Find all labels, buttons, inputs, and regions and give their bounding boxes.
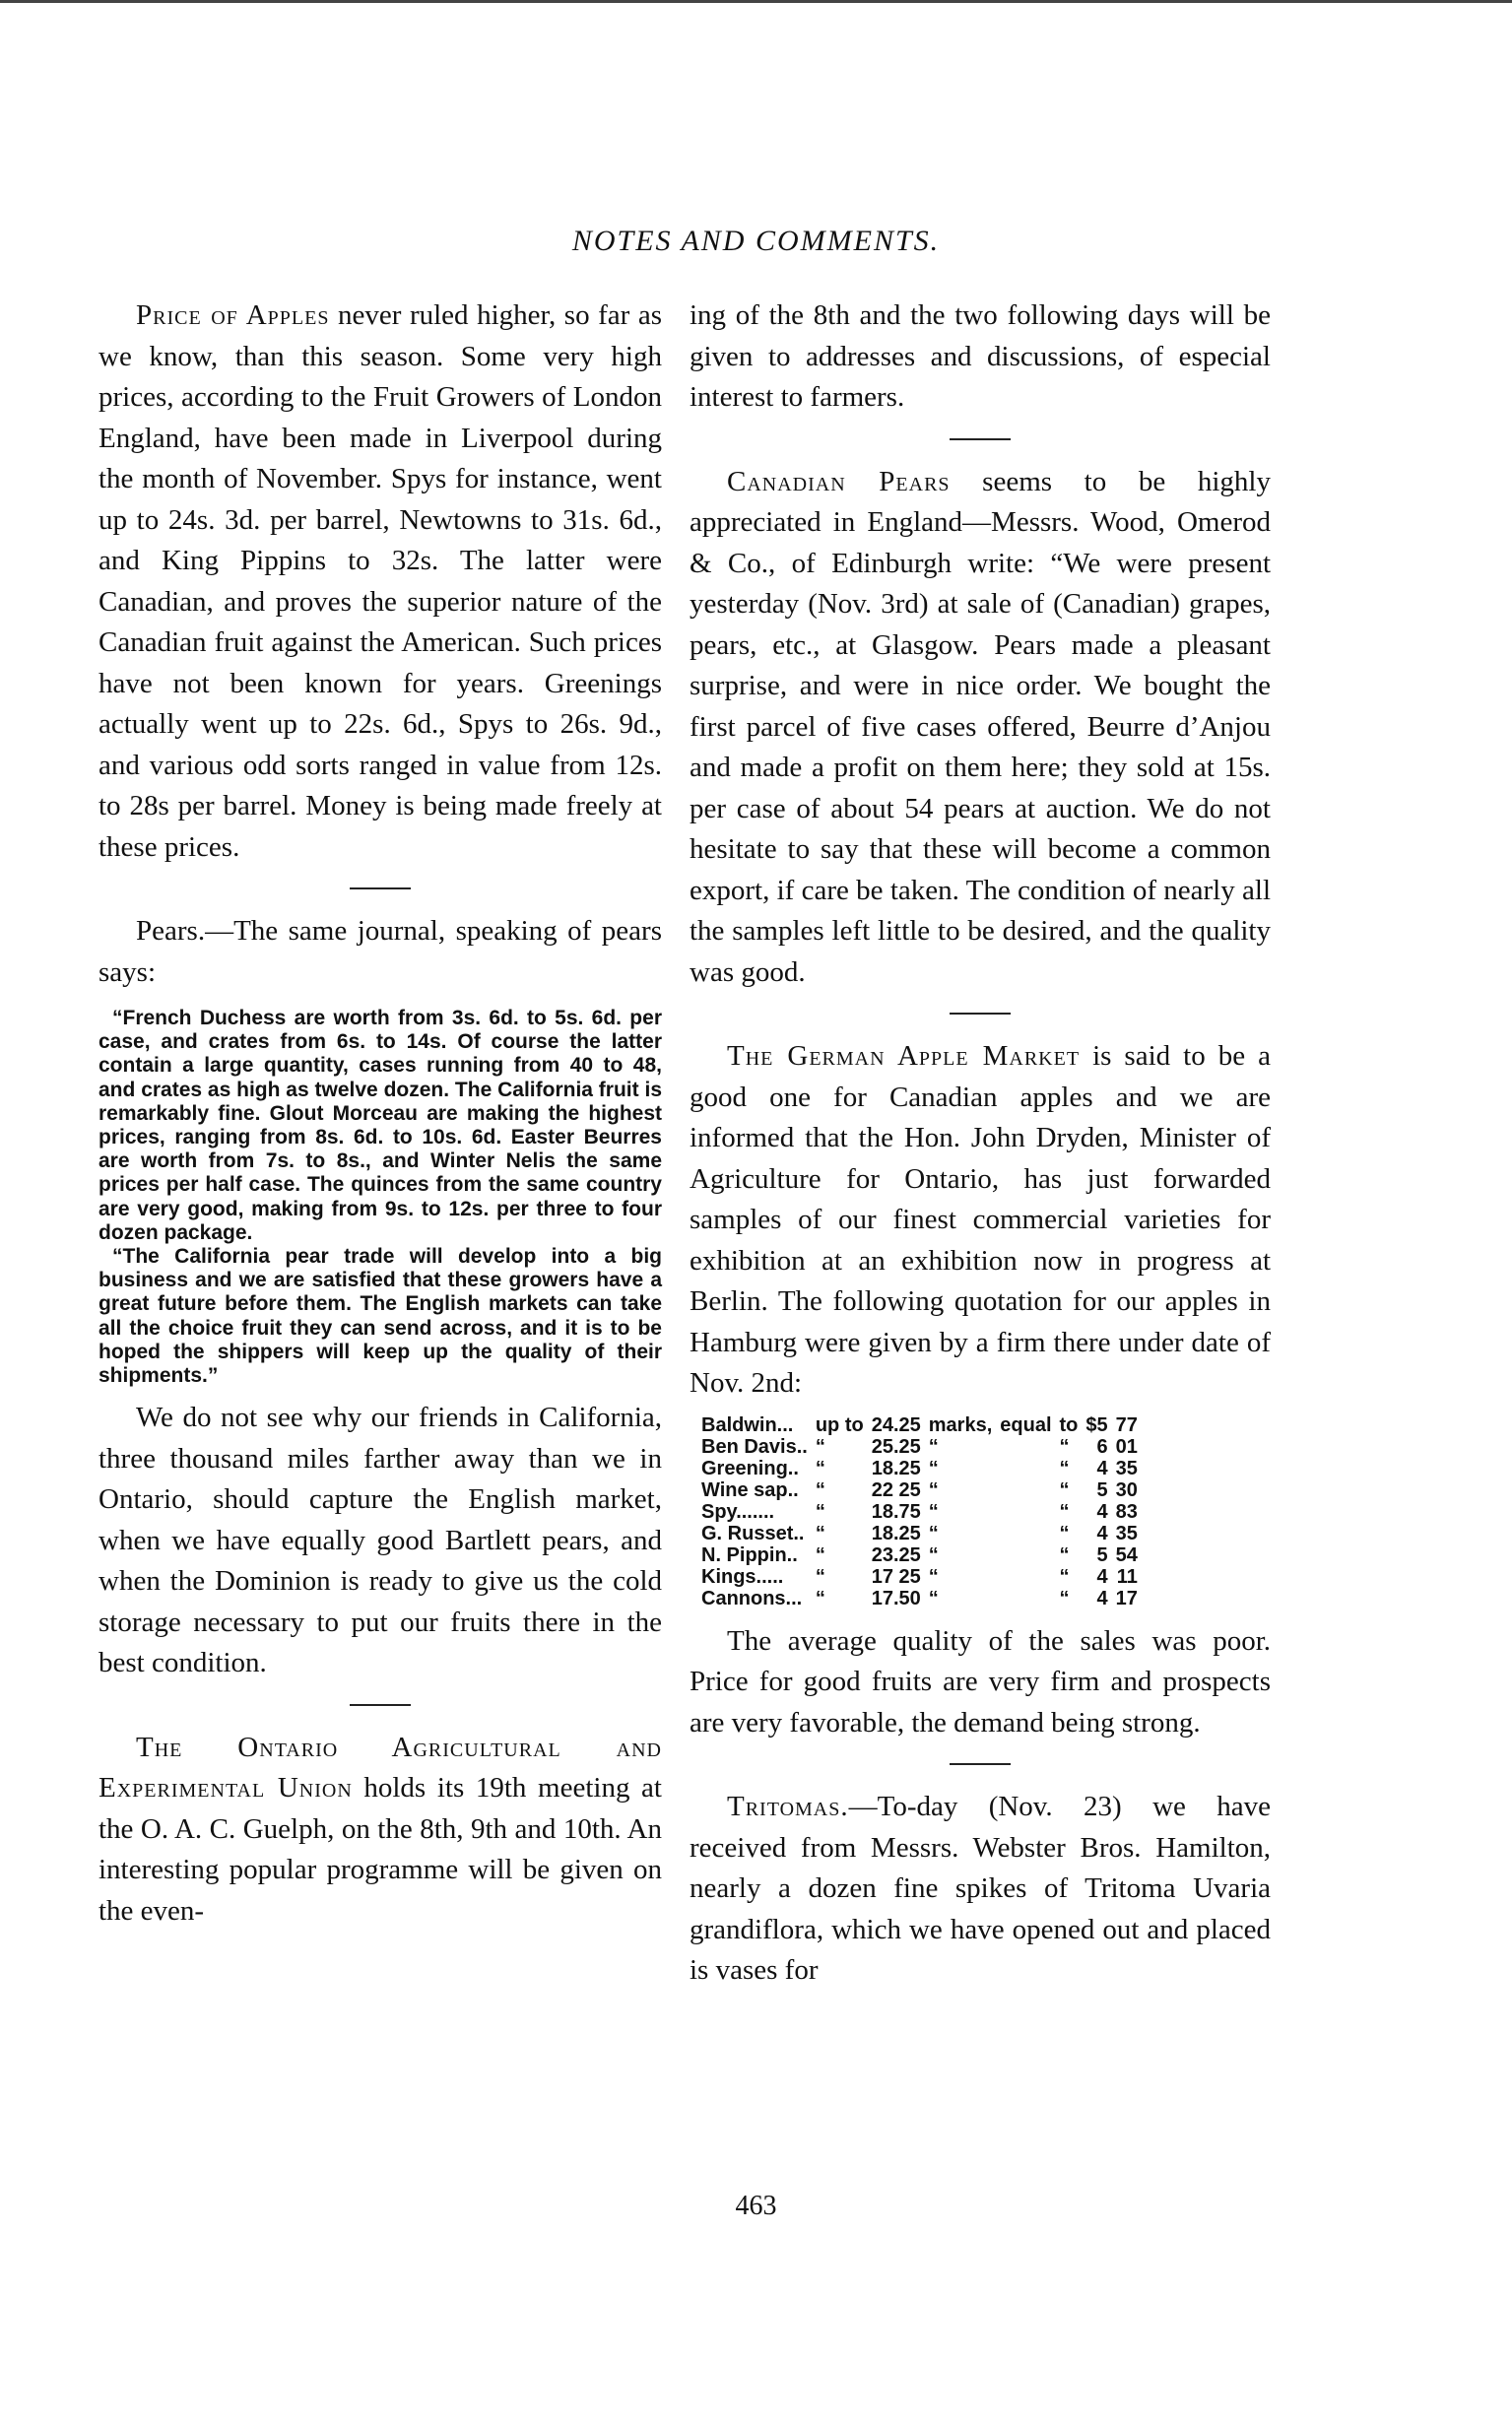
table-cell-to: to bbox=[1059, 1413, 1079, 1436]
table-row bbox=[697, 1414, 1142, 1436]
pears-quote bbox=[99, 1007, 662, 1388]
apples-lead: Price of Apples bbox=[136, 299, 330, 331]
table-cell-dollars: 4 bbox=[1096, 1500, 1108, 1523]
table-cell-to: “ bbox=[1059, 1565, 1070, 1588]
right-column bbox=[690, 295, 1271, 1992]
table-cell-dollars: 4 bbox=[1096, 1522, 1108, 1544]
table-cell-marks: 17.50 bbox=[871, 1587, 921, 1609]
table-cell-unit: “ bbox=[928, 1478, 939, 1501]
table-cell-to: “ bbox=[1059, 1435, 1070, 1458]
section-rule bbox=[950, 438, 1011, 440]
table-cell-dollars: 6 bbox=[1096, 1435, 1108, 1458]
table-cell-unit: “ bbox=[928, 1435, 939, 1458]
table-cell-dollars: 4 bbox=[1096, 1587, 1108, 1609]
table-cell-pre: “ bbox=[815, 1543, 825, 1566]
pears-intro: Pears.—The same journal, speaking of pears says: bbox=[99, 915, 662, 988]
table-cell-cents: 11 bbox=[1116, 1565, 1138, 1588]
table-cell-dollars: 5 bbox=[1096, 1478, 1108, 1501]
pears-lead: Canadian Pears bbox=[727, 465, 951, 497]
table-cell-to: “ bbox=[1059, 1457, 1070, 1479]
table-cell-cents: 17 bbox=[1115, 1587, 1138, 1609]
table-row bbox=[697, 1479, 1142, 1501]
tritomas-body: —To-day (Nov. 23) we have received from Messrs. Webster Bros. Hamilton, nearly a dozen fine spikes of Tritoma Uvaria grandiflora, which we have opened out and placed is vases for bbox=[690, 1791, 1271, 1986]
table-cell-unit: “ bbox=[928, 1500, 939, 1523]
table-cell-cents: 54 bbox=[1115, 1543, 1138, 1566]
table-cell-pre: “ bbox=[815, 1522, 825, 1544]
california-paragraph: We do not see why our friends in California, three thousand miles farther away than we in Ontario, should capture the English market, when we have equally good Bartlett pears, and when the Dominion is ready to give us the cold storage necessary to put our fruits there in the best condition. bbox=[99, 1402, 662, 1679]
table-cell-dollars: 5 bbox=[1096, 1543, 1108, 1566]
average-quality-paragraph: The average quality of the sales was poor. Price for good fruits are very firm and prospects are very favorable, the demand being strong. bbox=[690, 1624, 1271, 1739]
section-rule bbox=[350, 1704, 411, 1706]
table-cell-cents: 30 bbox=[1115, 1478, 1138, 1501]
quote-paragraph-1: “French Duchess are worth from 3s. 6d. to 5s. 6d. per case, and crates from 6s. to 14s. Of course the latter contain a large quantity, cases running from 40 to 48, and crates as high as twelve dozen. The California fruit is remarkably fine. Glout Morceau are making the highest prices, ranging from 8s. 6d. to 10s. 6d. Easter Beurres are worth from 7s. to 8s., and Winter Nelis the same prices per half case. The quinces from the same country are very good, making from 9s. to 12s. per three to four dozen package. bbox=[99, 1007, 662, 1244]
table-cell-eq bbox=[996, 1436, 1055, 1458]
table-cell-unit: “ bbox=[928, 1587, 939, 1609]
table-cell-eq bbox=[996, 1566, 1055, 1588]
table-cell-pre: “ bbox=[815, 1478, 825, 1501]
table-cell-name: Ben Davis.. bbox=[701, 1435, 808, 1458]
table-cell-name: N. Pippin.. bbox=[701, 1543, 798, 1566]
page-number: 463 bbox=[735, 2191, 777, 2221]
table-cell-pre: “ bbox=[815, 1457, 825, 1479]
table-cell-cents: 35 bbox=[1115, 1457, 1138, 1479]
table-cell-eq bbox=[996, 1544, 1055, 1566]
pears-body: seems to be highly appreciated in England—Messrs. Wood, Omerod & Co., of Edinburgh write: “We were present yesterday (Nov. 3rd) at sale of (Canadian) grapes, pears, etc., at Glasgow. Pears made a pleasant surprise, and were in nice order. We bought the first parcel of five cases offered, Beurre d’Anjou and made a profit on them here; they sold at 15s. per case of about 54 pears at auction. We do not hesitate to say that these will become a common export, if care be taken. The condition of nearly all the samples left little to be desired, and the quality was good. bbox=[690, 465, 1271, 988]
table-row bbox=[697, 1436, 1142, 1458]
table-cell-unit: “ bbox=[928, 1457, 939, 1479]
table-cell-to: “ bbox=[1059, 1587, 1070, 1609]
table-cell-unit: marks, bbox=[928, 1413, 993, 1436]
table-cell-eq bbox=[996, 1479, 1055, 1501]
table-cell-marks: 25.25 bbox=[871, 1435, 921, 1458]
section-rule bbox=[950, 1013, 1011, 1015]
table-cell-marks: 23.25 bbox=[871, 1543, 921, 1566]
table-cell-name: Cannons... bbox=[701, 1587, 803, 1609]
page-header: NOTES AND COMMENTS. bbox=[571, 225, 941, 257]
left-column bbox=[99, 295, 662, 1932]
apples-paragraph bbox=[99, 295, 662, 868]
table-cell-unit: “ bbox=[928, 1543, 939, 1566]
top-border-line bbox=[0, 0, 1512, 3]
hamburg-quotation-table bbox=[697, 1414, 1142, 1609]
table-cell-marks: 24.25 bbox=[871, 1413, 921, 1436]
table-cell-pre: “ bbox=[815, 1587, 825, 1609]
table-cell-dollars: 4 bbox=[1096, 1457, 1108, 1479]
table-cell-to: “ bbox=[1059, 1500, 1070, 1523]
quote-paragraph-2: “The California pear trade will develop into a big business and we are satisfied that these growers have a great future before them. The English markets can take all the choice fruit they can send across, and it is to be hoped the shippers will keep up the quality of their shipments.” bbox=[99, 1245, 662, 1388]
table-cell-unit: “ bbox=[928, 1565, 939, 1588]
german-market-paragraph bbox=[690, 1036, 1271, 1405]
table-row bbox=[697, 1544, 1142, 1566]
table-cell-pre: “ bbox=[815, 1565, 825, 1588]
section-rule bbox=[350, 887, 411, 889]
table-cell-marks: 18.25 bbox=[871, 1522, 921, 1544]
table-cell-pre: “ bbox=[815, 1435, 825, 1458]
table-cell-to: “ bbox=[1059, 1478, 1070, 1501]
german-lead: The German Apple Market bbox=[727, 1040, 1081, 1072]
table-cell-marks: 17 25 bbox=[871, 1565, 921, 1588]
table-row bbox=[697, 1501, 1142, 1523]
table-cell-eq bbox=[996, 1501, 1055, 1523]
table-cell-marks: 18.25 bbox=[871, 1457, 921, 1479]
union-continuation: ing of the 8th and the two following days will be given to addresses and discussions, of especial interest to farmers. bbox=[690, 299, 1271, 413]
table-cell-eq bbox=[996, 1458, 1055, 1479]
table-cell-to: “ bbox=[1059, 1543, 1070, 1566]
union-body: holds its 19th meeting at the O. A. C. Guelph, on the 8th, 9th and 10th. An interesting popular programme will be given on the even- bbox=[99, 1772, 662, 1927]
table-cell-name: Baldwin... bbox=[701, 1413, 794, 1436]
table-cell-cents: 35 bbox=[1115, 1522, 1138, 1544]
table-row bbox=[697, 1566, 1142, 1588]
table-cell-name: Wine sap.. bbox=[701, 1478, 799, 1501]
table-row bbox=[697, 1588, 1142, 1609]
tritomas-paragraph bbox=[690, 1787, 1271, 1992]
table-cell-name: G. Russet.. bbox=[701, 1522, 805, 1544]
apples-body: never ruled higher, so far as we know, than this season. Some very high prices, according to the Fruit Growers of London England, have been made in Liverpool during the month of November. Spys for instance, went up to 24s. 3d. per barrel, Newtowns to 31s. 6d., and King Pippins to 32s. The latter were Canadian, and proves the superior nature of the Canadian fruit against the American. Such prices have not been known for years. Greenings actually went up to 22s. 6d., Spys to 26s. 9d., and various odd sorts ranged in value from 12s. to 28s per barrel. Money is being made freely at these prices. bbox=[99, 299, 662, 863]
section-rule bbox=[950, 1763, 1011, 1765]
table-row bbox=[697, 1523, 1142, 1544]
table-cell-pre: “ bbox=[815, 1500, 825, 1523]
table-cell-unit: “ bbox=[928, 1522, 939, 1544]
table-cell-name: Kings..... bbox=[701, 1565, 784, 1588]
table-cell-name: Greening.. bbox=[701, 1457, 799, 1479]
table-cell-cents: 01 bbox=[1115, 1435, 1138, 1458]
table-cell-name: Spy....... bbox=[701, 1500, 775, 1523]
table-cell-dollars: 4 bbox=[1096, 1565, 1108, 1588]
table-cell-cents: 77 bbox=[1115, 1413, 1138, 1436]
table-cell-pre: up to bbox=[815, 1413, 864, 1436]
union-paragraph bbox=[99, 1728, 662, 1933]
canadian-pears-paragraph bbox=[690, 462, 1271, 994]
table-cell-marks: 22 25 bbox=[871, 1478, 921, 1501]
table-cell-dollars: $5 bbox=[1085, 1413, 1108, 1436]
table-row bbox=[697, 1458, 1142, 1479]
table-cell-cents: 83 bbox=[1115, 1500, 1138, 1523]
union-lead: The Ontario Agricultural and Experimental Union bbox=[99, 1731, 662, 1805]
table-cell-eq bbox=[996, 1588, 1055, 1609]
tritomas-lead: Tritomas. bbox=[727, 1791, 849, 1822]
table-cell-eq: equal bbox=[1000, 1413, 1052, 1436]
table-cell-to: “ bbox=[1059, 1522, 1070, 1544]
german-body: is said to be a good one for Canadian apples and we are informed that the Hon. John Dryden, Minister of Agriculture for Ontario, has just forwarded samples of our finest commercial varieties for exhibition at an exhibition now in progress at Berlin. The following quotation for our apples in Hamburg were given by a firm there under date of Nov. 2nd: bbox=[690, 1040, 1271, 1399]
table-cell-marks: 18.75 bbox=[871, 1500, 921, 1523]
table-cell-eq bbox=[996, 1523, 1055, 1544]
